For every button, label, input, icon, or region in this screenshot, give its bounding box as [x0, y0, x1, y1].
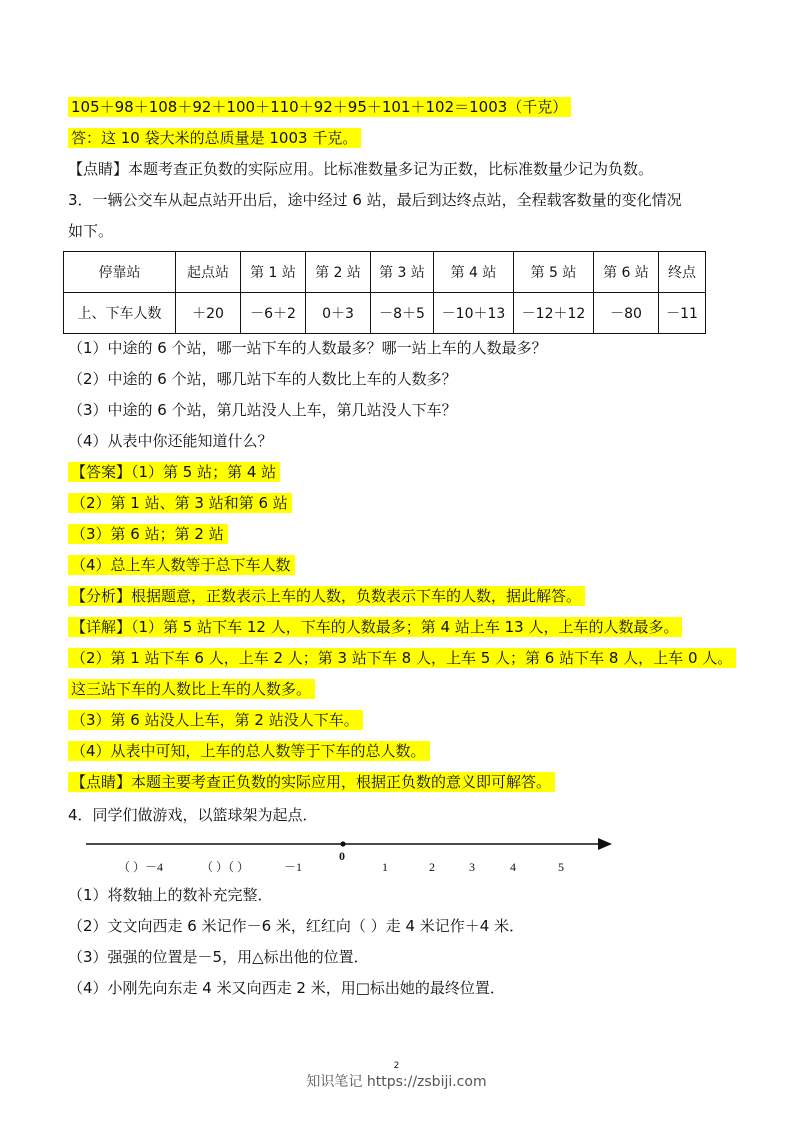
comment-line-1: 【点睛】本题考查正负数的实际应用。比标准数量多记为正数，比标准数量少记为负数。: [68, 160, 654, 178]
table-cell: 0＋3: [306, 293, 371, 334]
arrow-head: [598, 838, 612, 850]
table-cell: 停靠站: [64, 252, 176, 293]
answer-4: （4）总上车人数等于总下车人数: [68, 554, 295, 576]
detail-1: 【详解】（1）第 5 站下车 12 人，下车的人数最多；第 4 站上车 13 人，上车的人数最多。: [68, 616, 682, 638]
question-3-2: （2）中途的 6 个站，哪几站下车的人数比上车的人数多？: [68, 370, 457, 388]
axis-label-zero: 0: [339, 849, 345, 863]
answer-1: 【答案】（1）第 5 站；第 4 站: [68, 461, 280, 483]
detail-3: （3）第 6 站没人上车，第 2 站没人下车。: [68, 709, 363, 731]
table-header-row: [64, 252, 706, 293]
table-cell: 上、下车人数: [64, 293, 176, 334]
axis-label: －1: [284, 860, 303, 874]
bus-stop-table: [63, 251, 706, 334]
table-cell: ＋20: [176, 293, 241, 334]
table-cell: －80: [594, 293, 659, 334]
table-cell: －10＋13: [434, 293, 514, 334]
table-cell: －6＋2: [241, 293, 306, 334]
table-cell: 终点: [659, 252, 706, 293]
calc-line: 105＋98＋108＋92＋100＋110＋92＋95＋101＋102＝1003（千克）: [68, 96, 571, 118]
table-cell: －12＋12: [514, 293, 594, 334]
footer-site-link[interactable]: 知识笔记 https://zsbiji.com: [306, 1074, 487, 1090]
axis-label: 4: [510, 860, 516, 874]
table-cell: 第 5 站: [514, 252, 594, 293]
axis-label: （ ）（ ）: [201, 860, 250, 874]
axis-label: 2: [429, 860, 435, 874]
table-cell: 第 3 站: [371, 252, 434, 293]
axis-label: 5: [558, 860, 564, 874]
page-footer: [0, 1060, 793, 1092]
question-4-2: （2）文文向西走 6 米记作－6 米，红红向（ ）走 4 米记作＋4 米．: [68, 917, 525, 935]
answer-2: （2）第 1 站、第 3 站和第 6 站: [68, 492, 292, 514]
axis-label: 1: [382, 860, 388, 874]
answer-line: 答：这 10 袋大米的总质量是 1003 千克。: [68, 127, 361, 149]
detail-2: （2）第 1 站下车 6 人，上车 2 人；第 3 站下车 8 人，上车 5 人；第 6 站下车 8 人，上车 0 人。: [68, 647, 736, 669]
question-3-4: （4）从表中你还能知道什么？: [68, 432, 273, 450]
table-cell: 第 2 站: [306, 252, 371, 293]
question-4-3: （3）强强的位置是－5，用△标出他的位置．: [68, 948, 369, 966]
question-4-4: （4）小刚先向东走 4 米又向西走 2 米，用□标出她的最终位置．: [68, 979, 505, 997]
question-3-1: （1）中途的 6 个站，哪一站下车的人数最多？哪一站上车的人数最多？: [68, 339, 547, 357]
table-cell: －11: [659, 293, 706, 334]
table-cell: 第 4 站: [434, 252, 514, 293]
page-number: 2: [393, 1061, 400, 1071]
origin-dot: [340, 841, 345, 846]
summary-note: 【点睛】本题主要考查正负数的实际应用，根据正负数的意义即可解答。: [68, 771, 555, 793]
question-4-1: （1）将数轴上的数补充完整．: [68, 886, 273, 904]
number-line: [76, 830, 621, 880]
analysis-line: 【分析】根据题意，正数表示上车的人数，负数表示下车的人数，据此解答。: [68, 585, 585, 607]
table-cell: 起点站: [176, 252, 241, 293]
answer-3: （3）第 6 站；第 2 站: [68, 523, 228, 545]
detail-2-cont: 这三站下车的人数比上车的人数多。: [68, 678, 315, 700]
question-4-stem: 4．同学们做游戏，以篮球架为起点．: [68, 806, 318, 824]
detail-4: （4）从表中可知，上车的总人数等于下车的总人数。: [68, 740, 430, 762]
table-row: [64, 293, 706, 334]
table-cell: 第 6 站: [594, 252, 659, 293]
axis-label: 3: [469, 860, 475, 874]
axis-label: （ ）－4: [118, 860, 164, 874]
table-cell: 第 1 站: [241, 252, 306, 293]
question-3-stem: 3．一辆公交车从起点站开出后，途中经过 6 站，最后到达终点站，全程载客数量的变化情况: [68, 191, 682, 209]
question-3-stem-cont: 如下。: [68, 222, 114, 240]
question-3-3: （3）中途的 6 个站，第几站没人上车，第几站没人下车？: [68, 401, 457, 419]
table-cell: －8＋5: [371, 293, 434, 334]
